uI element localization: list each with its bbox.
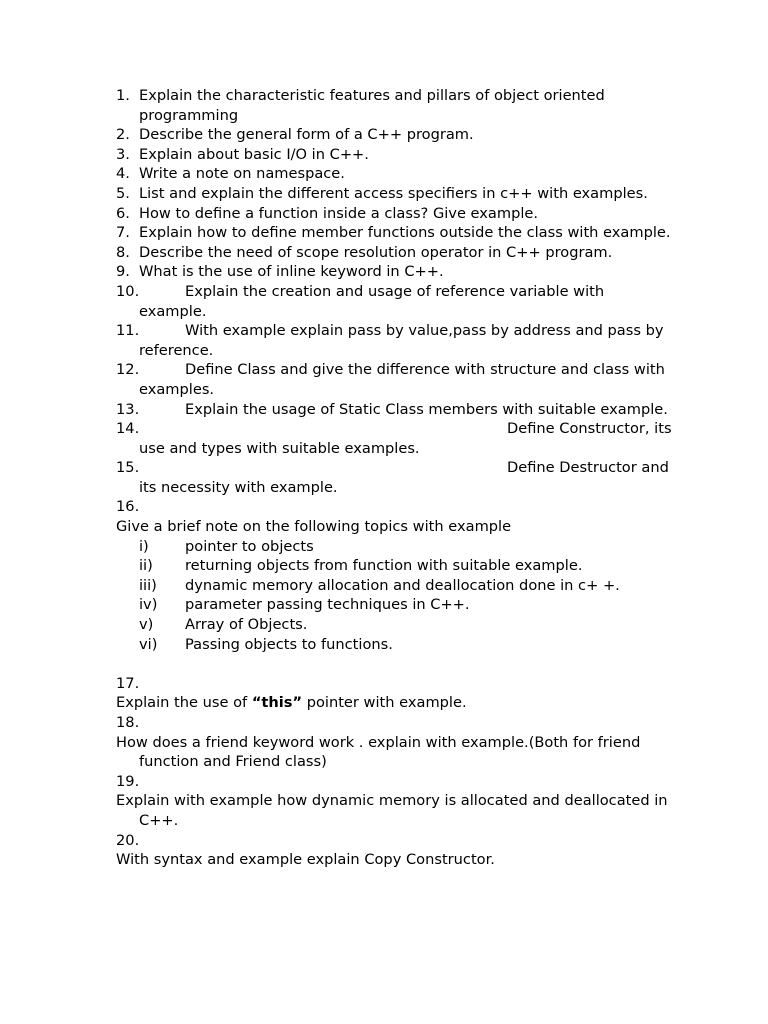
question-item	[116, 223, 676, 243]
question-text: Define Class and give the difference with structure and class with examples.	[139, 361, 665, 398]
question-text: Define Destructor and its necessity with example.	[139, 459, 669, 496]
question-number: 16.	[116, 498, 140, 516]
question-text: What is the use of inline keyword in C++.	[139, 263, 444, 281]
question-number: 6.	[116, 204, 130, 222]
question-text-part: Explain the use of	[116, 694, 252, 712]
question-text: Explain how to define member functions outside the class with example.	[139, 224, 671, 242]
question-number: 13.	[116, 400, 140, 418]
question-text: List and explain the different access specifiers in c++ with examples.	[139, 184, 648, 202]
subtopic-item	[116, 576, 623, 596]
question-number: 3.	[116, 145, 130, 163]
question-item	[116, 713, 676, 772]
question-text: With syntax and example explain Copy Constructor.	[116, 851, 495, 869]
subtopic-number: i)	[139, 537, 149, 555]
question-number: 5.	[116, 184, 130, 202]
subtopic-text: Passing objects to functions.	[185, 635, 393, 653]
subtopic-number: iii)	[139, 576, 157, 594]
question-item	[116, 164, 676, 184]
subtopic-text: parameter passing techniques in C++.	[185, 596, 470, 614]
blank-line	[116, 654, 676, 674]
question-number: 17.	[116, 674, 140, 692]
question-text	[116, 693, 676, 713]
question-text: Describe the need of scope resolution operator in C++ program.	[139, 243, 613, 261]
question-text: Describe the general form of a C++ program.	[139, 126, 474, 144]
question-item	[116, 282, 676, 321]
question-item	[116, 458, 676, 497]
question-text: How to define a function inside a class? Give example.	[139, 204, 539, 222]
question-item	[116, 184, 676, 204]
question-item	[116, 145, 676, 165]
question-item	[116, 400, 676, 420]
question-number: 4.	[116, 165, 130, 183]
question-text: Explain with example how dynamic memory is allocated and deallocated in C++.	[116, 792, 668, 829]
subtopic-number: iv)	[139, 596, 158, 614]
question-number: 18.	[116, 714, 140, 731]
question-text: How does a friend keyword work . explain with example.(Both for friend function and Friend class)	[116, 733, 641, 771]
question-item	[116, 262, 676, 282]
subtopic-text: dynamic memory allocation and deallocation done in c+ +.	[185, 576, 620, 594]
question-text: Explain the usage of Static Class members with suitable example.	[185, 400, 668, 418]
question-item	[116, 497, 676, 536]
subtopic-item	[116, 595, 676, 615]
question-item	[116, 204, 676, 224]
question-number: 8.	[116, 243, 130, 261]
subtopic-item	[116, 635, 676, 655]
question-item	[116, 419, 676, 458]
question-text: Give a brief note on the following topics with example	[116, 518, 512, 536]
subtopic-text: pointer to objects	[185, 537, 314, 555]
question-number: 15.	[116, 459, 140, 477]
question-text: Explain the characteristic features and pillars of object oriented programming	[139, 87, 605, 124]
question-item	[116, 243, 676, 263]
question-item	[116, 125, 676, 145]
question-text: Write a note on namespace.	[139, 165, 345, 183]
subtopic-list	[116, 537, 676, 655]
question-number: 1.	[116, 87, 130, 104]
question-number: 9.	[116, 263, 130, 281]
question-item	[116, 831, 676, 870]
question-number: 7.	[116, 224, 130, 242]
subtopic-item	[116, 556, 676, 576]
question-item	[116, 772, 676, 831]
question-number: 2.	[116, 126, 130, 144]
question-text: With example explain pass by value,pass by address and pass by reference.	[139, 322, 664, 359]
subtopic-number: v)	[139, 616, 154, 634]
subtopic-text: returning objects from function with suitable example.	[185, 557, 583, 575]
question-text-part: pointer with example.	[302, 694, 467, 712]
subtopic-item	[116, 615, 676, 635]
question-item	[116, 674, 676, 713]
question-number: 14.	[116, 420, 140, 438]
question-item	[116, 321, 676, 360]
question-item	[116, 360, 676, 399]
question-text: Define Constructor, its use and types with suitable examples.	[139, 420, 672, 457]
question-text: Explain the creation and usage of reference variable with example.	[139, 282, 605, 320]
question-number: 11.	[116, 322, 140, 340]
question-number: 19.	[116, 772, 140, 790]
question-item	[116, 86, 676, 125]
question-text: Explain about basic I/O in C++.	[139, 145, 369, 163]
subtopic-text: Array of Objects.	[185, 616, 308, 634]
question-list	[116, 86, 676, 870]
subtopic-number: vi)	[139, 635, 158, 653]
subtopic-item	[116, 537, 676, 557]
this-keyword: “this”	[251, 694, 303, 712]
question-number: 10.	[116, 282, 140, 300]
question-number: 20.	[116, 831, 140, 849]
question-number: 12.	[116, 361, 140, 379]
subtopic-number: ii)	[139, 557, 153, 575]
